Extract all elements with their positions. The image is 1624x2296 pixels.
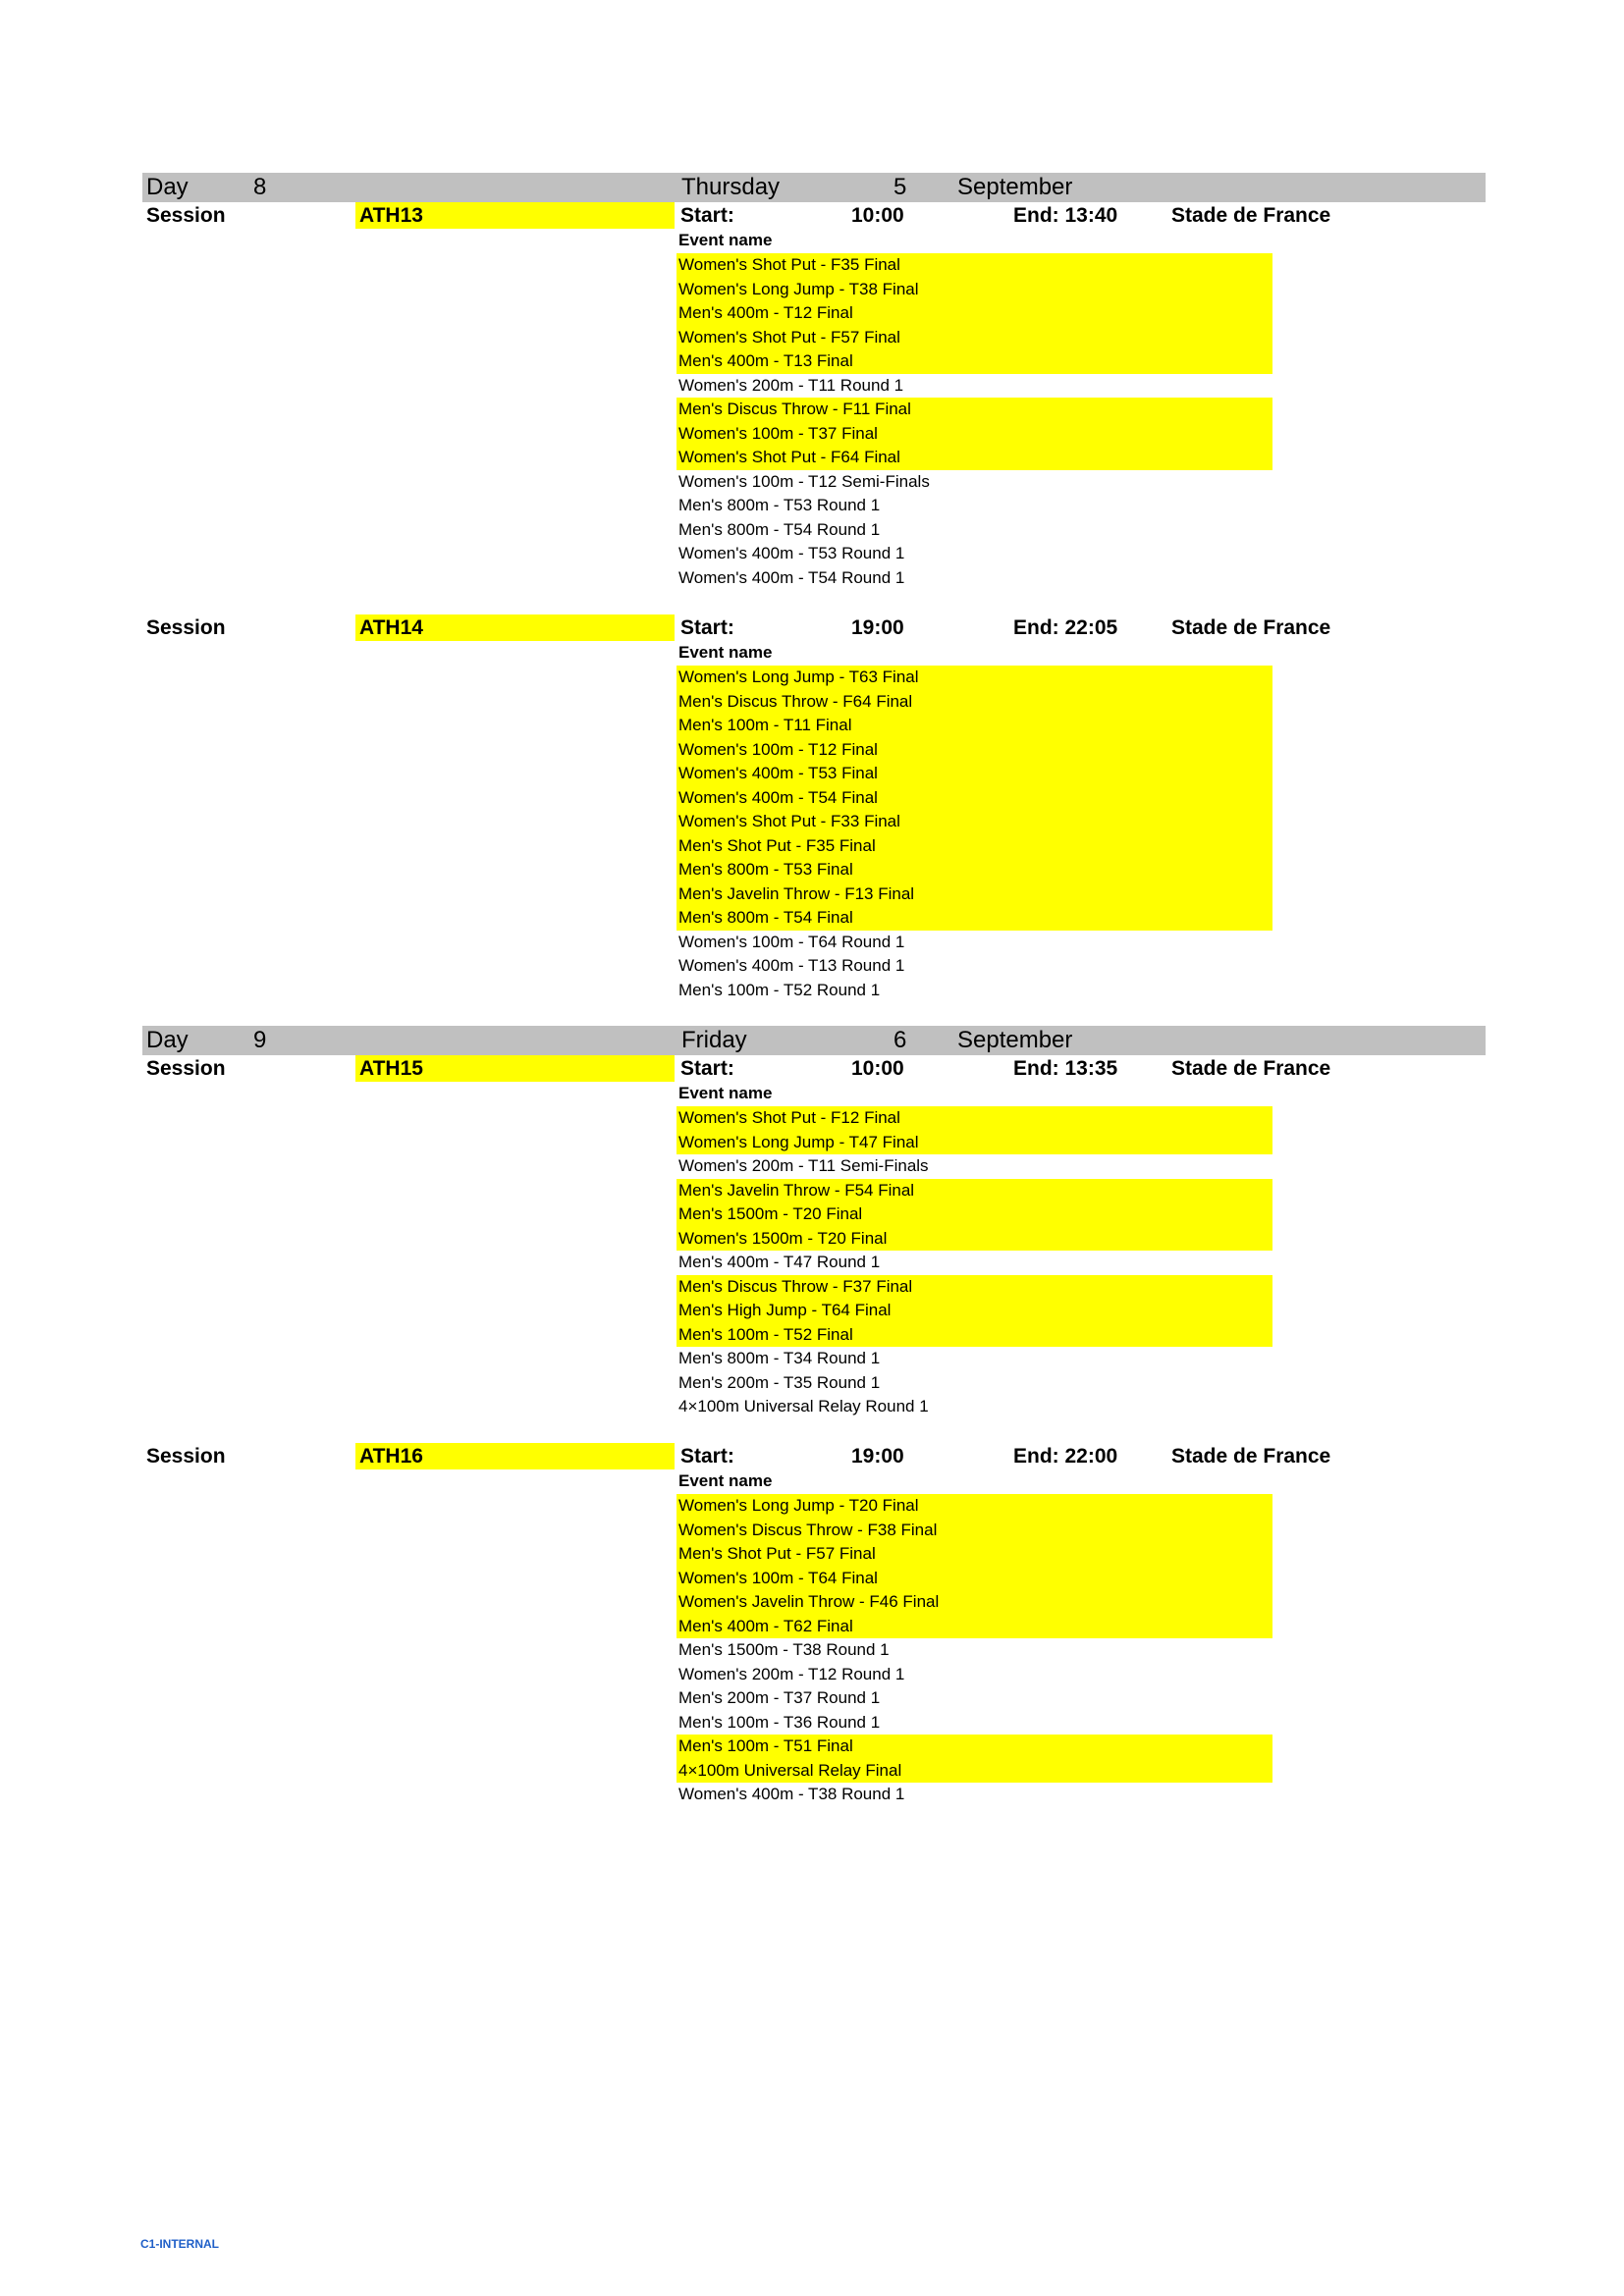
start-label: Start: bbox=[680, 204, 734, 227]
start-label: Start: bbox=[680, 616, 734, 639]
event-item: Women's Shot Put - F33 Final bbox=[677, 810, 1272, 834]
event-item: Men's Discus Throw - F37 Final bbox=[677, 1275, 1272, 1300]
event-item: Women's 200m - T12 Round 1 bbox=[678, 1664, 905, 1683]
event-item: 4×100m Universal Relay Round 1 bbox=[678, 1397, 929, 1415]
event-list bbox=[677, 1494, 1272, 1807]
session-row bbox=[0, 202, 1624, 230]
event-item: Women's Shot Put - F64 Final bbox=[677, 446, 1272, 470]
session-label: Session bbox=[146, 616, 226, 639]
event-name-header: Event name bbox=[678, 1471, 773, 1490]
event-item: Women's 200m - T11 Semi-Finals bbox=[678, 1156, 929, 1175]
event-item: Men's Shot Put - F57 Final bbox=[677, 1542, 1272, 1567]
event-item: Men's 1500m - T20 Final bbox=[677, 1202, 1272, 1227]
session-code: ATH16 bbox=[355, 1443, 675, 1469]
event-item: Men's 800m - T53 Final bbox=[677, 858, 1272, 882]
day-header bbox=[142, 1026, 1486, 1055]
event-item: Men's 800m - T54 Final bbox=[677, 906, 1272, 931]
event-item: Women's 400m - T53 Round 1 bbox=[678, 544, 905, 562]
event-item: Men's 400m - T12 Final bbox=[677, 301, 1272, 326]
event-item: Women's 400m - T13 Round 1 bbox=[678, 956, 905, 975]
event-item: Men's 400m - T62 Final bbox=[677, 1615, 1272, 1639]
start-time: 10:00 bbox=[851, 204, 904, 227]
event-item: Women's Shot Put - F12 Final bbox=[677, 1106, 1272, 1131]
classification-label: C1-INTERNAL bbox=[140, 2237, 219, 2251]
event-name-header: Event name bbox=[678, 643, 773, 662]
event-list bbox=[677, 666, 1272, 1002]
end-time: End: 22:05 bbox=[1013, 616, 1118, 639]
month: September bbox=[957, 1027, 1073, 1053]
event-item: Men's 100m - T36 Round 1 bbox=[678, 1712, 881, 1732]
event-item: Women's Long Jump - T47 Final bbox=[677, 1131, 1272, 1155]
event-item: Men's 200m - T37 Round 1 bbox=[678, 1688, 881, 1707]
event-item: Men's 1500m - T38 Round 1 bbox=[678, 1640, 890, 1659]
start-time: 19:00 bbox=[851, 1445, 904, 1468]
event-item: Men's 100m - T51 Final bbox=[677, 1735, 1272, 1759]
event-item: Men's 200m - T35 Round 1 bbox=[678, 1372, 881, 1392]
event-item: Women's 100m - T64 Final bbox=[677, 1567, 1272, 1591]
event-item: Men's 800m - T54 Round 1 bbox=[678, 519, 881, 539]
event-item: Women's Long Jump - T63 Final bbox=[677, 666, 1272, 690]
month: September bbox=[957, 174, 1073, 200]
venue: Stade de France bbox=[1171, 204, 1331, 227]
start-time: 19:00 bbox=[851, 616, 904, 639]
event-item: Women's Javelin Throw - F46 Final bbox=[677, 1590, 1272, 1615]
event-item: Women's 100m - T12 Final bbox=[677, 738, 1272, 763]
end-time: End: 22:00 bbox=[1013, 1445, 1118, 1468]
event-item: Women's 400m - T53 Final bbox=[677, 762, 1272, 786]
event-item: Men's Shot Put - F35 Final bbox=[677, 834, 1272, 859]
event-item: Women's 1500m - T20 Final bbox=[677, 1227, 1272, 1252]
event-item: 4×100m Universal Relay Final bbox=[677, 1759, 1272, 1784]
event-list bbox=[677, 253, 1272, 590]
venue: Stade de France bbox=[1171, 1445, 1331, 1468]
start-label: Start: bbox=[680, 1445, 734, 1468]
end-time: End: 13:40 bbox=[1013, 204, 1118, 227]
day-label: Day bbox=[146, 1027, 189, 1053]
event-name-header: Event name bbox=[678, 231, 773, 249]
weekday: Thursday bbox=[681, 174, 781, 200]
event-name-header: Event name bbox=[678, 1084, 773, 1102]
event-item: Women's Discus Throw - F38 Final bbox=[677, 1519, 1272, 1543]
session-label: Session bbox=[146, 204, 226, 227]
event-item: Women's Long Jump - T20 Final bbox=[677, 1494, 1272, 1519]
event-item: Men's 800m - T53 Round 1 bbox=[678, 496, 881, 514]
session-code: ATH13 bbox=[355, 202, 675, 229]
event-item: Women's 100m - T37 Final bbox=[677, 422, 1272, 447]
venue: Stade de France bbox=[1171, 1057, 1331, 1080]
session-code: ATH15 bbox=[355, 1055, 675, 1082]
day-number: 8 bbox=[253, 174, 267, 200]
event-item: Men's 800m - T34 Round 1 bbox=[678, 1349, 881, 1367]
event-item: Women's Shot Put - F57 Final bbox=[677, 326, 1272, 350]
day-number: 9 bbox=[253, 1027, 267, 1053]
date-number: 5 bbox=[893, 174, 907, 200]
session-code: ATH14 bbox=[355, 614, 675, 641]
session-label: Session bbox=[146, 1057, 226, 1080]
event-item: Men's 100m - T11 Final bbox=[677, 714, 1272, 738]
event-item: Women's 400m - T54 Final bbox=[677, 786, 1272, 811]
event-item: Men's Discus Throw - F64 Final bbox=[677, 690, 1272, 715]
event-item: Women's Shot Put - F35 Final bbox=[677, 253, 1272, 278]
event-list bbox=[677, 1106, 1272, 1419]
event-item: Women's 200m - T11 Round 1 bbox=[678, 375, 904, 395]
event-item: Men's Javelin Throw - F54 Final bbox=[677, 1179, 1272, 1203]
event-item: Men's Discus Throw - F11 Final bbox=[677, 398, 1272, 422]
day-label: Day bbox=[146, 174, 189, 200]
event-item: Men's 100m - T52 Final bbox=[677, 1323, 1272, 1348]
start-label: Start: bbox=[680, 1057, 734, 1080]
weekday: Friday bbox=[681, 1027, 747, 1053]
session-row bbox=[0, 1443, 1624, 1470]
session-row bbox=[0, 1055, 1624, 1083]
event-item: Men's 400m - T47 Round 1 bbox=[678, 1253, 881, 1271]
event-item: Men's 100m - T52 Round 1 bbox=[678, 980, 881, 999]
event-item: Men's 400m - T13 Final bbox=[677, 349, 1272, 374]
event-item: Men's Javelin Throw - F13 Final bbox=[677, 882, 1272, 907]
session-label: Session bbox=[146, 1445, 226, 1468]
venue: Stade de France bbox=[1171, 616, 1331, 639]
event-item: Women's 400m - T38 Round 1 bbox=[678, 1785, 905, 1803]
event-item: Women's 100m - T64 Round 1 bbox=[678, 932, 905, 951]
event-item: Men's High Jump - T64 Final bbox=[677, 1299, 1272, 1323]
event-item: Women's 100m - T12 Semi-Finals bbox=[678, 471, 930, 491]
event-item: Women's Long Jump - T38 Final bbox=[677, 278, 1272, 302]
end-time: End: 13:35 bbox=[1013, 1057, 1118, 1080]
day-header bbox=[142, 173, 1486, 202]
start-time: 10:00 bbox=[851, 1057, 904, 1080]
event-item: Women's 400m - T54 Round 1 bbox=[678, 567, 905, 587]
session-row bbox=[0, 614, 1624, 642]
date-number: 6 bbox=[893, 1027, 907, 1053]
